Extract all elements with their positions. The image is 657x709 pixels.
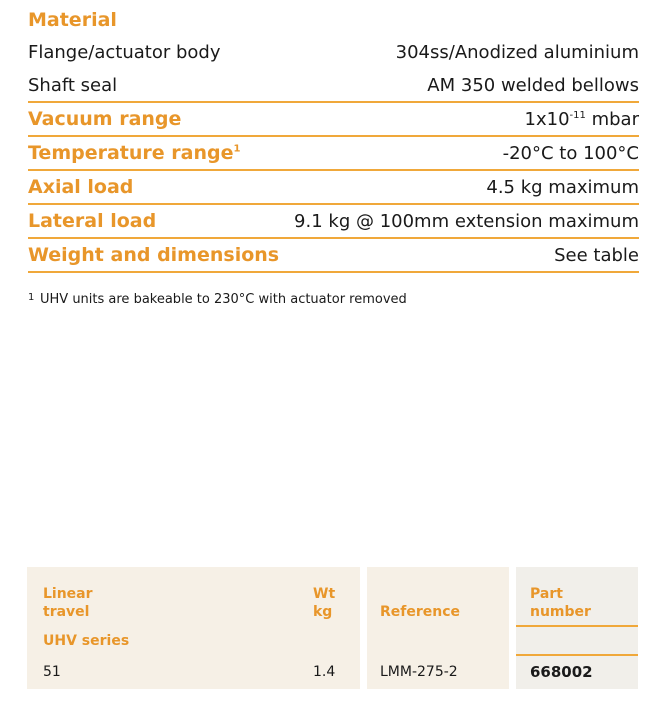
cell-reference: LMM-275-2 <box>380 664 458 680</box>
spec-label: Vacuum range <box>28 108 182 130</box>
spec-row-vacuum-range <box>28 103 639 137</box>
header-part-number <box>530 585 591 621</box>
footnote-mark: 1 <box>28 292 35 303</box>
vacuum-value-unit: mbar <box>585 108 639 130</box>
dimensions-table <box>27 567 638 689</box>
series-label: UHV series <box>43 633 130 649</box>
header-text: travel <box>43 604 90 620</box>
spec-value: AM 350 welded bellows <box>427 74 639 96</box>
header-reference: Reference <box>380 604 461 620</box>
spec-value: See table <box>554 244 639 266</box>
spec-row-axial-load <box>28 171 639 205</box>
spec-row-flange <box>28 35 639 69</box>
header-text: kg <box>313 604 333 620</box>
material-heading: Material <box>28 9 117 31</box>
spec-value: 9.1 kg @ 100mm extension maximum <box>294 210 639 232</box>
cell-weight: 1.4 <box>313 664 336 680</box>
cell-linear-travel: 51 <box>43 664 61 680</box>
spec-value: 304ss/Anodized aluminium <box>395 41 639 63</box>
spec-value: 4.5 kg maximum <box>486 176 639 198</box>
spec-label: Lateral load <box>28 210 157 232</box>
footnote-ref: 1 <box>233 143 241 155</box>
spec-label: Flange/actuator body <box>28 41 221 63</box>
header-text: number <box>530 604 591 620</box>
spec-label <box>28 142 240 164</box>
spec-row-shaft-seal <box>28 69 639 103</box>
part-header-rule <box>516 625 638 627</box>
header-text: Wt <box>313 586 336 602</box>
header-text: Part <box>530 586 563 602</box>
footnote <box>28 292 407 307</box>
spec-list <box>28 6 639 273</box>
spec-label: Weight and dimensions <box>28 244 280 266</box>
spec-value <box>525 109 639 130</box>
spec-value: -20°C to 100°C <box>502 142 639 164</box>
temperature-label-text: Temperature range <box>28 142 234 164</box>
header-linear-travel <box>43 585 93 621</box>
footnote-text: UHV units are bakeable to 230°C with actuator removed <box>40 292 407 307</box>
spec-label: Shaft seal <box>28 74 118 96</box>
header-weight <box>313 585 335 621</box>
header-text: Linear <box>43 586 93 602</box>
spec-row-weight-dimensions <box>28 239 639 273</box>
spec-row-temperature-range <box>28 137 639 171</box>
vacuum-value-base: 1x10 <box>524 108 570 130</box>
spec-row-lateral-load <box>28 205 639 239</box>
vacuum-value-exponent: -11 <box>569 109 586 121</box>
part-series-rule <box>516 654 638 656</box>
cell-part-number: 668002 <box>530 663 593 681</box>
spec-label: Axial load <box>28 176 134 198</box>
